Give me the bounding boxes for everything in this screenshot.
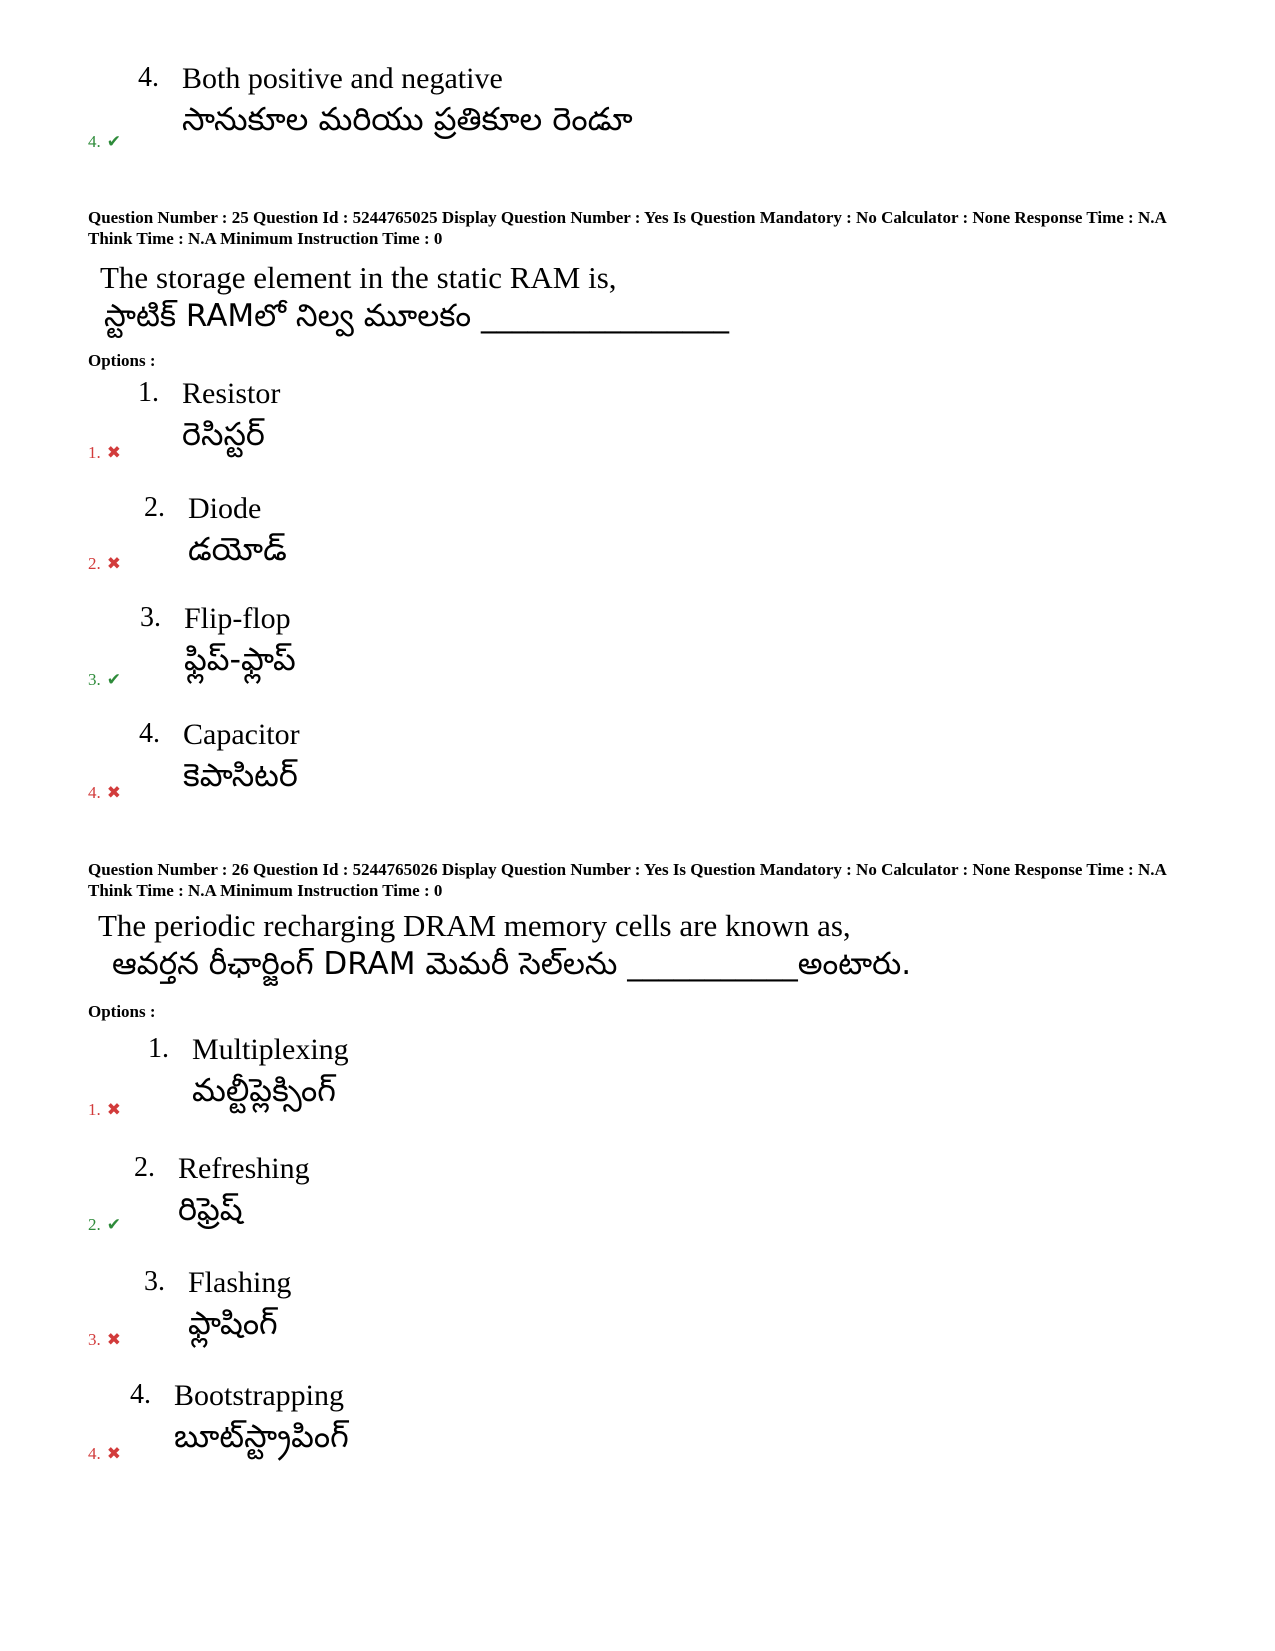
option-text-te: మల్టీప్లెక్సింగ్ <box>192 1071 336 1109</box>
mark-label: 4. <box>88 783 101 802</box>
check-icon: ✔ <box>106 132 121 152</box>
option-text-en: Refreshing <box>178 1152 310 1185</box>
q26-option-1-mark <box>88 1100 121 1120</box>
option-number: 4. <box>130 1379 151 1410</box>
mark-label: 3. <box>88 670 101 689</box>
q26-option-2-mark <box>88 1215 121 1235</box>
mark-label: 4. <box>88 132 101 151</box>
q26-meta: Question Number : 26 Question Id : 5244765026 Display Question Number : Yes Is Question Mandatory : No Calculator : None Response Time : N.A Think Time : N.A Minimum Instruction Time : 0 <box>88 860 1166 900</box>
option-text-en: Both positive and negative <box>182 62 503 95</box>
mark-label: 2. <box>88 554 101 573</box>
q25-meta: Question Number : 25 Question Id : 5244765025 Display Question Number : Yes Is Question Mandatory : No Calculator : None Response Time : N.A Think Time : N.A Minimum Instruction Time : 0 <box>88 208 1166 248</box>
mark-label: 1. <box>88 443 101 462</box>
option-text-te: రిఫ్రెష్ <box>178 1190 243 1228</box>
option-number: 1. <box>148 1033 169 1064</box>
option-number: 4. <box>138 62 159 93</box>
option-text-te: బూట్‌స్ట్రాపింగ్ <box>174 1417 349 1455</box>
q25-option-4-mark <box>88 783 121 803</box>
option-number: 1. <box>138 377 159 408</box>
option-number: 3. <box>140 602 161 633</box>
q25-option-1-mark <box>88 443 121 463</box>
option-text-en: Diode <box>188 492 262 525</box>
q26-option-3-mark <box>88 1330 121 1350</box>
cross-icon: ✖ <box>106 443 121 463</box>
q25-text-te: స్టాటిక్ RAMలో నిల్వ మూలకం ________________ <box>104 298 729 334</box>
cross-icon: ✖ <box>106 1330 121 1350</box>
option-text-te: డయోడ్ <box>188 530 287 568</box>
q26-options-label: Options : <box>88 1002 156 1021</box>
cross-icon: ✖ <box>106 554 121 574</box>
q26-text-te: ఆవర్తన రీఛార్జింగ్ DRAM మెమరీ సెల్‌లను ___________అంటారు. <box>112 946 912 982</box>
option-text-en: Multiplexing <box>192 1033 349 1066</box>
option-text-te: రెసిస్టర్ <box>182 415 265 453</box>
option-text-te: ఫ్లాషింగ్ <box>188 1304 278 1342</box>
option-text-te: ఫ్లిప్-ఫ్లాప్ <box>184 640 296 678</box>
option-text-te: సానుకూల మరియు ప్రతికూల రెండూ <box>182 100 633 138</box>
option-text-en: Capacitor <box>183 718 300 751</box>
mark-label: 2. <box>88 1215 101 1234</box>
option-text-en: Flip-flop <box>184 602 291 635</box>
check-icon: ✔ <box>106 670 121 690</box>
q25-options-label: Options : <box>88 351 156 370</box>
cross-icon: ✖ <box>106 1100 121 1120</box>
q25-option-2-mark <box>88 554 121 574</box>
mark-label: 4. <box>88 1444 101 1463</box>
mark-label: 3. <box>88 1330 101 1349</box>
option-text-te: కెపాసిటర్ <box>183 756 298 794</box>
cross-icon: ✖ <box>106 1444 121 1464</box>
option-text-en: Bootstrapping <box>174 1379 344 1412</box>
option-text-en: Flashing <box>188 1266 292 1299</box>
option-text-en: Resistor <box>182 377 281 410</box>
q24-option-4-mark <box>88 132 121 152</box>
cross-icon: ✖ <box>106 783 121 803</box>
q26-text-en: The periodic recharging DRAM memory cells are known as, <box>98 908 851 943</box>
mark-label: 1. <box>88 1100 101 1119</box>
q25-text-en: The storage element in the static RAM is, <box>100 260 617 295</box>
q25-option-3-mark <box>88 670 121 690</box>
check-icon: ✔ <box>106 1215 121 1235</box>
option-number: 2. <box>144 492 165 523</box>
option-number: 4. <box>139 718 160 749</box>
option-number: 2. <box>134 1152 155 1183</box>
q26-option-4-mark <box>88 1444 121 1464</box>
option-number: 3. <box>144 1266 165 1297</box>
